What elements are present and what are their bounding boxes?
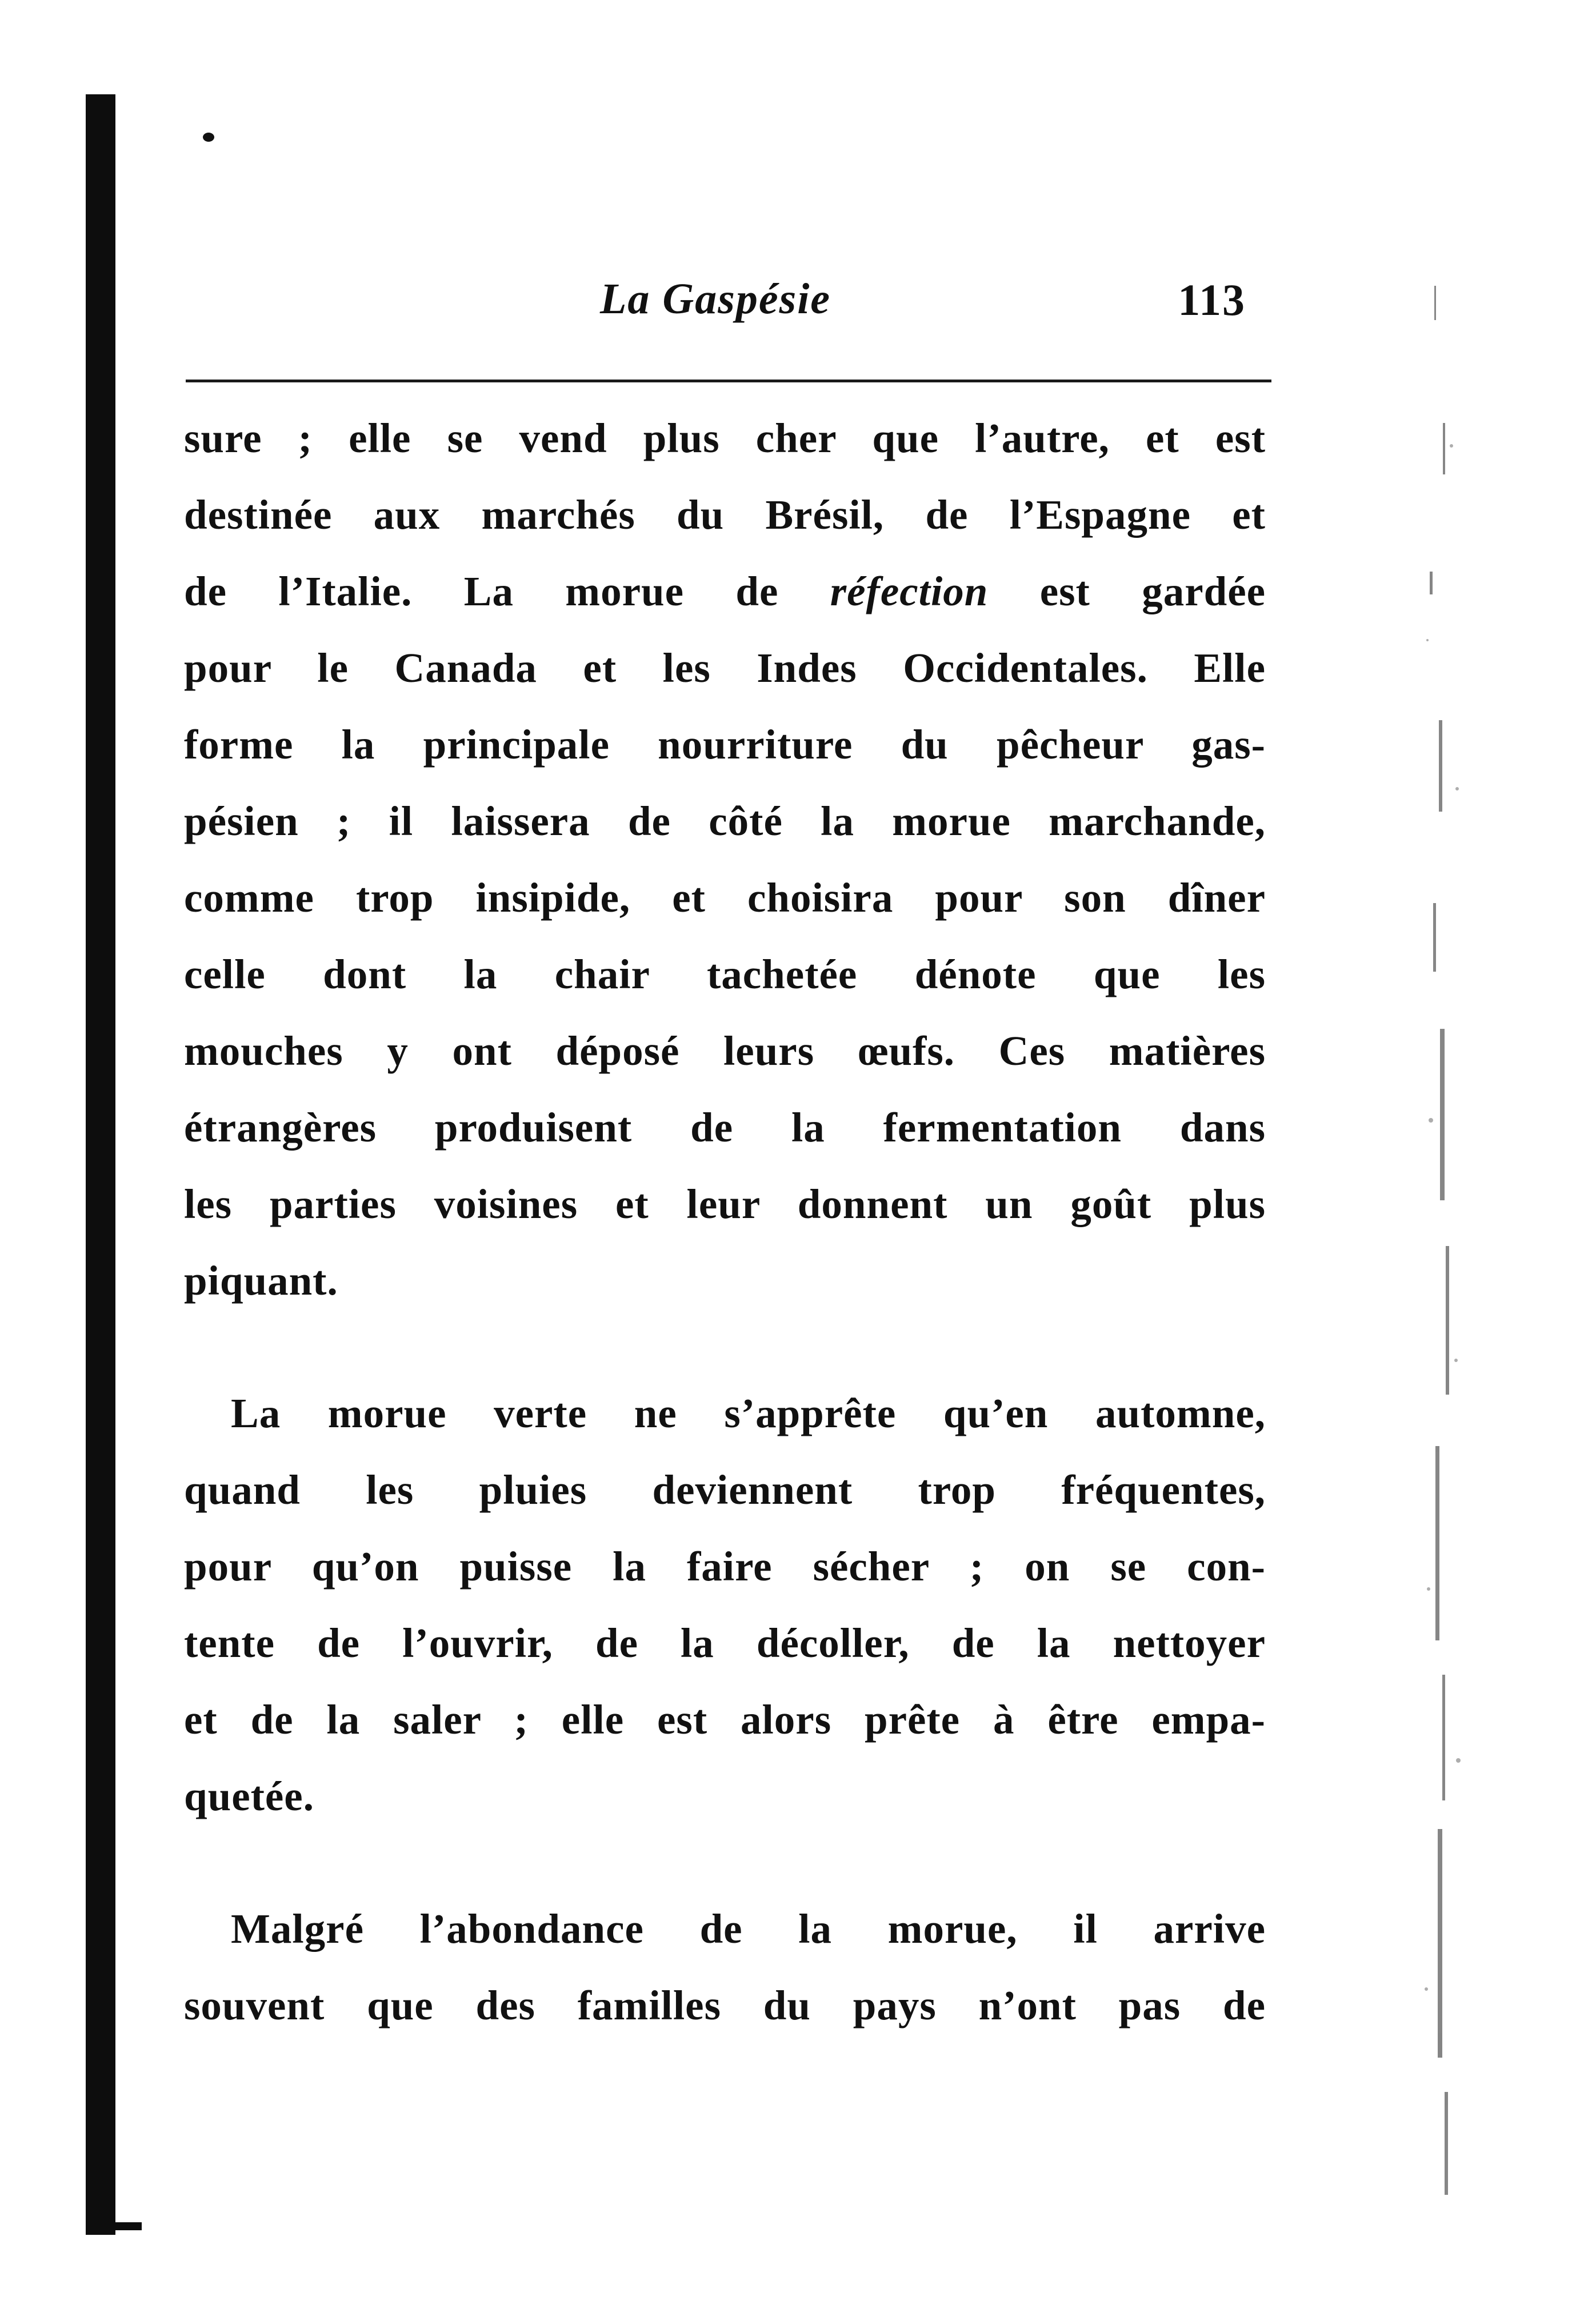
body-text xyxy=(184,400,1266,2044)
text-line: comme trop insipide, et choisira pour son dîner xyxy=(184,875,1266,921)
paragraph-3 xyxy=(184,1891,1266,2044)
scan-noise-right-edge xyxy=(1423,274,1469,2218)
text-line: pour qu’on puisse la faire sécher ; on se con- xyxy=(184,1543,1266,1590)
binding-edge-shadow xyxy=(86,94,115,2235)
text-line: Malgré l’abondance de la morue, il arrive xyxy=(231,1906,1266,1952)
text-line: étrangères produisent de la fermentation dans xyxy=(184,1104,1266,1151)
text-line: celle dont la chair tachetée dénote que les xyxy=(184,951,1266,997)
text-line: destinée aux marchés du Brésil, de l’Espagne et xyxy=(184,492,1266,538)
text-line: souvent que des familles du pays n’ont pas de xyxy=(184,1982,1266,2029)
text-line: forme la principale nourriture du pêcheur gas- xyxy=(184,721,1266,768)
text-line xyxy=(184,553,1266,630)
text-line: tente de l’ouvrir, de la décoller, de la nettoyer xyxy=(184,1620,1266,1666)
text-line: La morue verte ne s’apprête qu’en automne, xyxy=(231,1390,1266,1436)
text-line: sure ; elle se vend plus cher que l’autre, et est xyxy=(184,415,1266,461)
paragraph-2 xyxy=(184,1375,1266,1835)
italic-term: réfection xyxy=(830,568,989,614)
text-line: pour le Canada et les Indes Occidentales. Elle xyxy=(184,645,1266,691)
ink-speck xyxy=(203,133,214,142)
running-title: La Gaspésie xyxy=(600,275,831,323)
text-line: piquant. xyxy=(184,1257,338,1304)
text-line: quetée. xyxy=(184,1773,314,1819)
text-line: quand les pluies deviennent trop fréquentes, xyxy=(184,1467,1266,1513)
page-header xyxy=(183,269,1269,332)
text-line: mouches y ont déposé leurs œufs. Ces matières xyxy=(184,1028,1266,1074)
text-run: est gardée xyxy=(988,568,1266,614)
paragraph-1 xyxy=(184,400,1266,1319)
text-line: les parties voisines et leur donnent un goût plus xyxy=(184,1181,1266,1227)
text-run: de l’Italie. La morue de xyxy=(184,568,830,614)
text-line: pésien ; il laissera de côté la morue marchande, xyxy=(184,798,1266,844)
page-number: 113 xyxy=(1178,275,1246,325)
header-rule xyxy=(186,380,1271,382)
binding-edge-foot xyxy=(114,2222,142,2230)
text-line: et de la saler ; elle est alors prête à être empa- xyxy=(184,1696,1266,1743)
